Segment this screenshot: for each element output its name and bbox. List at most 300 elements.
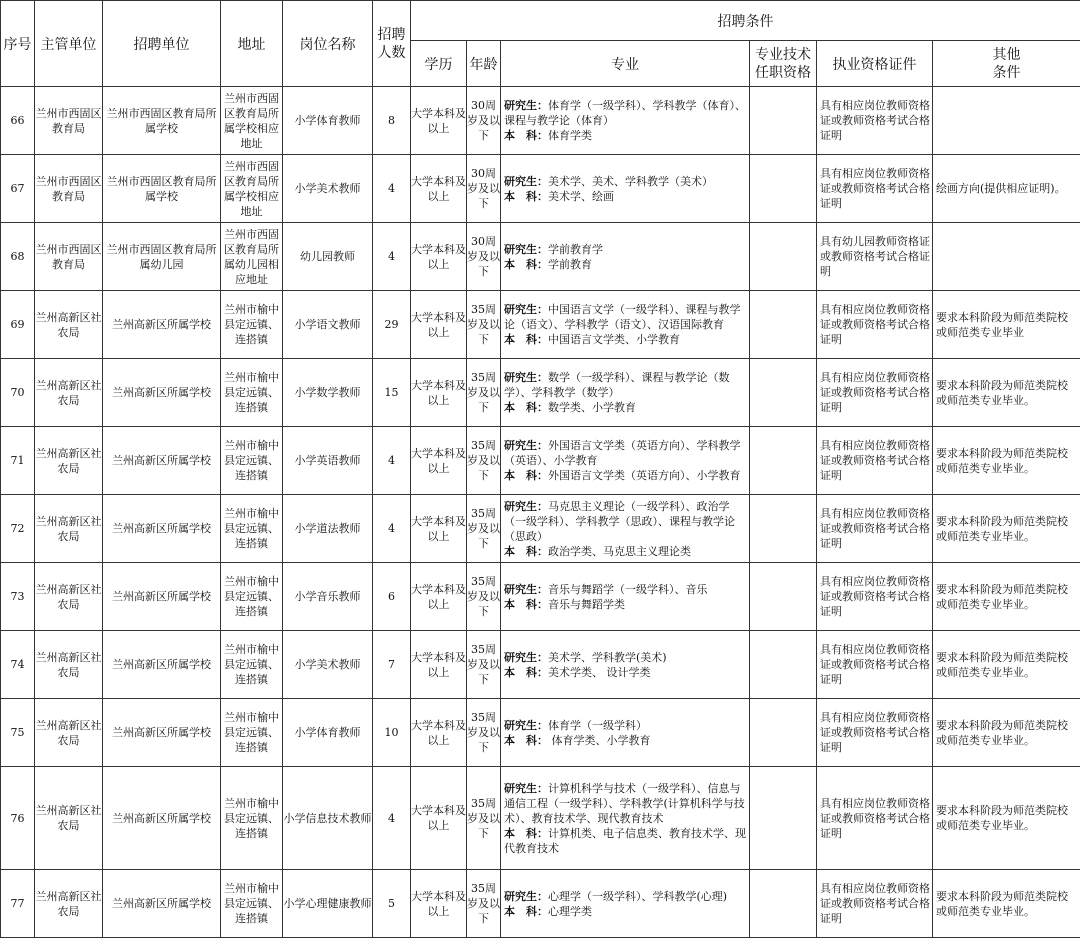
cell-edu-text: 大学本科及以上 <box>411 446 466 475</box>
cell-edu <box>411 631 467 699</box>
major-grad-label: 研究生： <box>504 371 548 384</box>
cell-post <box>283 359 373 427</box>
cell-other: 要求本科阶段为师范类院校或师范类专业毕业。 <box>933 427 1080 495</box>
major-ug-text: 数学类、小学教育 <box>548 401 636 414</box>
cell-unit-text: 兰州高新区所属学校 <box>112 454 211 467</box>
major-ug-text: 美术学类、 设计学类 <box>548 665 651 679</box>
table-body <box>1 87 1080 938</box>
cell-edu-text: 大学本科及以上 <box>411 106 466 135</box>
cell-unit <box>103 291 221 359</box>
cell-age-text: 35周岁及以下 <box>467 643 500 686</box>
header-conditions: 招聘条件 <box>411 1 1080 41</box>
cell-unit <box>103 563 221 631</box>
cell-dept <box>35 223 103 291</box>
cell-address-text: 兰州市榆中县定远镇、连搭镇 <box>224 796 279 840</box>
major-ug-label: 本 科： <box>504 665 548 679</box>
major-ug-label: 本 科： <box>504 544 548 558</box>
cell-edu-text: 大学本科及以上 <box>411 174 466 203</box>
cell-edu-text: 大学本科及以上 <box>411 718 466 747</box>
major-grad-text: 体育学（一级学科） <box>548 718 647 732</box>
cell-unit-text: 兰州市西固区教育局所属学校 <box>106 106 217 135</box>
cell-count: 29 <box>373 291 411 359</box>
cell-address-text: 兰州市西固区教育局所属学校相应地址 <box>224 159 279 218</box>
cell-seq: 70 <box>1 359 35 427</box>
cell-age-text: 35周岁及以下 <box>467 303 500 346</box>
major-ug-text: 体育学类 <box>548 129 592 142</box>
cell-age <box>467 870 501 938</box>
cell-age-text: 35周岁及以下 <box>467 796 500 840</box>
cell-count: 4 <box>373 767 411 870</box>
major-grad-label: 研究生： <box>504 718 548 732</box>
cell-title-qual <box>750 427 817 495</box>
cell-address <box>221 631 283 699</box>
cell-post <box>283 427 373 495</box>
cell-count: 10 <box>373 699 411 767</box>
cell-major <box>501 87 750 155</box>
cell-dept <box>35 495 103 563</box>
major-ug-text: 计算机类、电子信息类、教育技术学、现代教育技术 <box>504 826 746 855</box>
cell-edu-text: 大学本科及以上 <box>411 242 466 271</box>
cell-address-text: 兰州市榆中县定远镇、连搭镇 <box>224 643 279 686</box>
cell-major <box>501 495 750 563</box>
major-grad-line <box>504 242 747 257</box>
major-ug-label: 本 科： <box>504 401 548 414</box>
cell-post-text: 小学道法教师 <box>294 522 361 535</box>
major-ug-label: 本 科： <box>504 333 548 346</box>
cell-age-text: 30周岁及以下 <box>467 235 500 278</box>
cell-seq: 68 <box>1 223 35 291</box>
cell-cert: 具有相应岗位教师资格证或教师资格考试合格证明 <box>817 495 933 563</box>
cell-post <box>283 699 373 767</box>
cell-age <box>467 563 501 631</box>
cell-edu <box>411 699 467 767</box>
header-count: 招聘 人数 <box>373 1 411 87</box>
cell-unit <box>103 155 221 223</box>
cell-count: 7 <box>373 631 411 699</box>
cell-edu-text: 大学本科及以上 <box>411 650 466 679</box>
table-row <box>1 427 1080 495</box>
cell-age <box>467 631 501 699</box>
major-grad-label: 研究生： <box>504 499 548 513</box>
cell-address <box>221 291 283 359</box>
major-ug-line <box>504 544 747 559</box>
cell-post-text: 小学美术教师 <box>294 182 361 195</box>
cell-seq: 72 <box>1 495 35 563</box>
cell-edu <box>411 87 467 155</box>
cell-major <box>501 291 750 359</box>
table-row <box>1 870 1080 938</box>
cell-edu-text: 大学本科及以上 <box>411 378 466 407</box>
cell-other: 要求本科阶段为师范类院校或师范类专业毕业 <box>933 291 1080 359</box>
cell-seq: 67 <box>1 155 35 223</box>
cell-post-text: 小学体育教师 <box>294 114 361 127</box>
cell-count: 4 <box>373 223 411 291</box>
cell-unit-text: 兰州高新区所属学校 <box>112 522 211 535</box>
cell-address-text: 兰州市榆中县定远镇、连搭镇 <box>224 371 279 414</box>
cell-seq: 69 <box>1 291 35 359</box>
major-ug-line <box>504 904 747 919</box>
cell-address-text: 兰州市榆中县定远镇、连搭镇 <box>224 711 279 754</box>
cell-address <box>221 359 283 427</box>
cell-post-text: 幼儿园教师 <box>300 250 355 263</box>
cell-unit <box>103 87 221 155</box>
cell-post <box>283 563 373 631</box>
header-major: 专业 <box>501 41 750 87</box>
major-grad-text: 外国语言文学类（英语方向）、学科教学（英语）、小学教育 <box>504 439 741 467</box>
cell-address <box>221 870 283 938</box>
table-row <box>1 223 1080 291</box>
cell-title-qual <box>750 495 817 563</box>
cell-post-text: 小学心理健康教师 <box>283 897 372 910</box>
cell-other: 要求本科阶段为师范类院校或师范类专业毕业。 <box>933 359 1080 427</box>
cell-unit-text: 兰州高新区所属学校 <box>112 726 211 739</box>
major-grad-text: 学前教育学 <box>548 242 603 256</box>
major-grad-text: 体育学（一级学科）、学科教学（体育）、课程与教学论（体育） <box>504 99 746 127</box>
cell-dept <box>35 87 103 155</box>
cell-major <box>501 359 750 427</box>
cell-major <box>501 563 750 631</box>
table-row <box>1 87 1080 155</box>
major-grad-line <box>504 650 747 665</box>
major-ug-line <box>504 468 747 483</box>
cell-major <box>501 870 750 938</box>
cell-dept-text: 兰州高新区社农局 <box>35 446 102 475</box>
cell-dept-text: 兰州高新区社农局 <box>35 378 102 407</box>
cell-address-text: 兰州市榆中县定远镇、连搭镇 <box>224 882 279 925</box>
cell-seq: 77 <box>1 870 35 938</box>
major-grad-line <box>504 438 747 468</box>
cell-dept <box>35 631 103 699</box>
table-row <box>1 563 1080 631</box>
cell-major <box>501 155 750 223</box>
cell-dept <box>35 870 103 938</box>
table-row <box>1 495 1080 563</box>
major-ug-line <box>504 597 747 612</box>
cell-edu <box>411 359 467 427</box>
cell-dept <box>35 767 103 870</box>
cell-age-text: 35周岁及以下 <box>467 575 500 618</box>
header-edu: 学历 <box>411 41 467 87</box>
major-ug-line <box>504 257 747 272</box>
cell-title-qual <box>750 87 817 155</box>
major-grad-line <box>504 499 747 544</box>
cell-edu-text: 大学本科及以上 <box>411 514 466 543</box>
cell-title-qual <box>750 563 817 631</box>
cell-post <box>283 767 373 870</box>
major-grad-text: 中国语言文学（一级学科）、课程与教学论（语文）、学科教学（语文）、汉语国际教育 <box>504 303 741 331</box>
cell-age <box>467 699 501 767</box>
header-seq: 序号 <box>1 1 35 87</box>
cell-other: 要求本科阶段为师范类院校或师范类专业毕业。 <box>933 699 1080 767</box>
major-ug-line <box>504 826 747 856</box>
cell-count: 4 <box>373 427 411 495</box>
cell-address <box>221 563 283 631</box>
cell-seq: 74 <box>1 631 35 699</box>
cell-edu <box>411 563 467 631</box>
cell-unit-text: 兰州市西固区教育局所属幼儿园 <box>106 242 217 271</box>
cell-dept-text: 兰州高新区社农局 <box>35 582 102 611</box>
major-grad-label: 研究生： <box>504 781 548 795</box>
cell-age <box>467 427 501 495</box>
cell-other: 绘画方向(提供相应证明)。 <box>933 155 1080 223</box>
cell-cert: 具有相应岗位教师资格证或教师资格考试合格证明 <box>817 155 933 223</box>
cell-age-text: 35周岁及以下 <box>467 507 500 550</box>
header-age: 年龄 <box>467 41 501 87</box>
major-grad-label: 研究生： <box>504 650 548 664</box>
cell-title-qual <box>750 359 817 427</box>
cell-post <box>283 631 373 699</box>
cell-post-text: 小学美术教师 <box>294 658 361 671</box>
cell-count: 4 <box>373 495 411 563</box>
cell-dept-text: 兰州高新区社农局 <box>35 804 102 832</box>
cell-edu <box>411 767 467 870</box>
cell-dept-text: 兰州市西固区教育局 <box>35 242 102 271</box>
cell-unit-text: 兰州高新区所属学校 <box>112 318 211 331</box>
cell-post-text: 小学体育教师 <box>294 726 361 739</box>
major-ug-label: 本 科： <box>504 189 548 203</box>
cell-post-text: 小学音乐教师 <box>294 590 361 603</box>
cell-count: 6 <box>373 563 411 631</box>
cell-seq: 73 <box>1 563 35 631</box>
major-ug-line <box>504 189 747 204</box>
cell-dept-text: 兰州市西固区教育局 <box>35 174 102 203</box>
cell-address <box>221 223 283 291</box>
cell-age-text: 35周岁及以下 <box>467 882 500 925</box>
cell-cert: 具有相应岗位教师资格证或教师资格考试合格证明 <box>817 427 933 495</box>
cell-other: 要求本科阶段为师范类院校或师范类专业毕业。 <box>933 631 1080 699</box>
cell-unit <box>103 767 221 870</box>
cell-age <box>467 359 501 427</box>
major-ug-line <box>504 665 747 680</box>
major-grad-line <box>504 718 747 733</box>
major-grad-text: 数学（一级学科）、课程与教学论（数学）、学科教学（数学） <box>504 371 730 399</box>
cell-unit-text: 兰州高新区所属学校 <box>112 386 211 399</box>
major-ug-label: 本 科： <box>504 257 548 271</box>
cell-address-text: 兰州市西固区教育局所属学校相应地址 <box>224 91 279 150</box>
cell-address <box>221 87 283 155</box>
header-cert: 执业资格证件 <box>817 41 933 87</box>
cell-post <box>283 291 373 359</box>
major-grad-label: 研究生： <box>504 242 548 256</box>
cell-unit-text: 兰州高新区所属学校 <box>112 658 211 671</box>
cell-post <box>283 155 373 223</box>
cell-address-text: 兰州市榆中县定远镇、连搭镇 <box>224 575 279 618</box>
cell-dept-text: 兰州高新区社农局 <box>35 650 102 679</box>
table-row <box>1 155 1080 223</box>
cell-other: 要求本科阶段为师范类院校或师范类专业毕业。 <box>933 563 1080 631</box>
major-ug-text: 中国语言文学类、小学教育 <box>548 333 680 346</box>
cell-title-qual <box>750 631 817 699</box>
header-other: 其他 条件 <box>933 41 1080 87</box>
cell-cert: 具有相应岗位教师资格证或教师资格考试合格证明 <box>817 631 933 699</box>
major-grad-line <box>504 370 747 400</box>
cell-address-text: 兰州市榆中县定远镇、连搭镇 <box>224 303 279 346</box>
cell-age-text: 30周岁及以下 <box>467 167 500 210</box>
cell-age <box>467 155 501 223</box>
cell-post-text: 小学英语教师 <box>294 454 361 467</box>
header-post: 岗位名称 <box>283 1 373 87</box>
cell-other: 要求本科阶段为师范类院校或师范类专业毕业。 <box>933 767 1080 870</box>
major-grad-line <box>504 302 747 332</box>
cell-seq: 66 <box>1 87 35 155</box>
major-ug-label: 本 科： <box>504 129 548 142</box>
header-address: 地址 <box>221 1 283 87</box>
cell-age-text: 35周岁及以下 <box>467 371 500 414</box>
cell-post-text: 小学信息技术教师 <box>283 811 372 825</box>
cell-seq: 75 <box>1 699 35 767</box>
table-row <box>1 291 1080 359</box>
cell-cert: 具有相应岗位教师资格证或教师资格考试合格证明 <box>817 699 933 767</box>
cell-major <box>501 631 750 699</box>
major-ug-label: 本 科： <box>504 904 548 918</box>
cell-unit <box>103 495 221 563</box>
cell-title-qual <box>750 291 817 359</box>
cell-cert: 具有相应岗位教师资格证或教师资格考试合格证明 <box>817 767 933 870</box>
cell-count: 8 <box>373 87 411 155</box>
major-grad-text: 美术学、美术、学科教学（美术） <box>548 174 713 188</box>
major-ug-label: 本 科： <box>504 826 548 840</box>
cell-unit <box>103 223 221 291</box>
cell-edu-text: 大学本科及以上 <box>411 804 466 832</box>
cell-edu <box>411 495 467 563</box>
major-grad-label: 研究生： <box>504 582 548 596</box>
major-grad-line <box>504 174 747 189</box>
cell-cert: 具有相应岗位教师资格证或教师资格考试合格证明 <box>817 563 933 631</box>
major-grad-label: 研究生： <box>504 439 548 452</box>
cell-major <box>501 223 750 291</box>
cell-edu-text: 大学本科及以上 <box>411 889 466 918</box>
cell-title-qual <box>750 155 817 223</box>
cell-cert: 具有相应岗位教师资格证或教师资格考试合格证明 <box>817 291 933 359</box>
cell-address-text: 兰州市西固区教育局所属幼儿园相应地址 <box>224 227 279 286</box>
cell-major <box>501 427 750 495</box>
cell-post <box>283 495 373 563</box>
cell-post <box>283 870 373 938</box>
cell-post <box>283 87 373 155</box>
cell-other <box>933 87 1080 155</box>
cell-cert: 具有相应岗位教师资格证或教师资格考试合格证明 <box>817 870 933 938</box>
cell-address-text: 兰州市榆中县定远镇、连搭镇 <box>224 507 279 550</box>
cell-unit <box>103 699 221 767</box>
header-dept: 主管单位 <box>35 1 103 87</box>
cell-edu <box>411 223 467 291</box>
cell-age-text: 30周岁及以下 <box>467 99 500 142</box>
cell-age-text: 35周岁及以下 <box>467 711 500 754</box>
cell-dept <box>35 291 103 359</box>
cell-dept <box>35 563 103 631</box>
cell-seq: 76 <box>1 767 35 870</box>
cell-other: 要求本科阶段为师范类院校或师范类专业毕业。 <box>933 495 1080 563</box>
cell-dept <box>35 699 103 767</box>
cell-edu-text: 大学本科及以上 <box>411 310 466 339</box>
table-row <box>1 631 1080 699</box>
cell-address <box>221 155 283 223</box>
cell-age-text: 35周岁及以下 <box>467 439 500 482</box>
cell-age <box>467 495 501 563</box>
cell-unit <box>103 631 221 699</box>
cell-title-qual <box>750 870 817 938</box>
cell-address <box>221 699 283 767</box>
major-grad-line <box>504 781 747 826</box>
major-ug-line <box>504 332 747 347</box>
cell-unit <box>103 427 221 495</box>
major-ug-text: 体育学类、小学教育 <box>548 733 651 747</box>
cell-age <box>467 223 501 291</box>
cell-unit <box>103 359 221 427</box>
major-ug-text: 学前教育 <box>548 257 592 271</box>
major-grad-label: 研究生： <box>504 303 548 316</box>
cell-address-text: 兰州市榆中县定远镇、连搭镇 <box>224 439 279 482</box>
major-ug-text: 政治学类、马克思主义理论类 <box>548 544 691 558</box>
cell-post-text: 小学语文教师 <box>294 318 361 331</box>
cell-title-qual <box>750 699 817 767</box>
table-row <box>1 359 1080 427</box>
major-grad-label: 研究生： <box>504 174 548 188</box>
major-grad-label: 研究生： <box>504 99 548 112</box>
cell-other <box>933 223 1080 291</box>
major-ug-text: 美术学、绘画 <box>548 189 614 203</box>
major-ug-text: 外国语言文学类（英语方向）、小学教育 <box>548 469 741 482</box>
cell-age <box>467 291 501 359</box>
major-grad-line <box>504 98 747 128</box>
major-grad-label: 研究生： <box>504 889 548 903</box>
cell-age <box>467 767 501 870</box>
major-ug-text: 心理学类 <box>548 904 592 918</box>
major-grad-text: 马克思主义理论（一级学科）、政治学（一级学科）、学科教学（思政）、课程与教学论（思政） <box>504 499 735 543</box>
cell-dept-text: 兰州高新区社农局 <box>35 310 102 339</box>
cell-dept-text: 兰州高新区社农局 <box>35 889 102 918</box>
cell-address <box>221 427 283 495</box>
cell-seq: 71 <box>1 427 35 495</box>
cell-major <box>501 767 750 870</box>
header-title-qual: 专业技术 任职资格 <box>750 41 817 87</box>
cell-title-qual <box>750 223 817 291</box>
cell-dept <box>35 155 103 223</box>
cell-post-text: 小学数学教师 <box>294 386 361 399</box>
cell-dept-text: 兰州市西固区教育局 <box>35 106 102 135</box>
cell-unit-text: 兰州高新区所属学校 <box>112 811 211 825</box>
cell-dept <box>35 427 103 495</box>
cell-edu <box>411 291 467 359</box>
table-header <box>1 1 1080 87</box>
cell-count: 15 <box>373 359 411 427</box>
cell-title-qual <box>750 767 817 870</box>
cell-age <box>467 87 501 155</box>
cell-major <box>501 699 750 767</box>
cell-dept <box>35 359 103 427</box>
cell-address <box>221 495 283 563</box>
cell-address <box>221 767 283 870</box>
cell-cert: 具有幼儿园教师资格证或教师资格考试合格证明 <box>817 223 933 291</box>
cell-dept-text: 兰州高新区社农局 <box>35 514 102 543</box>
major-grad-line <box>504 889 747 904</box>
cell-edu <box>411 427 467 495</box>
cell-dept-text: 兰州高新区社农局 <box>35 718 102 747</box>
major-grad-text: 计算机科学与技术（一级学科）、信息与通信工程（一级学科）、学科教学(计算机科学与技术）、教育技术学、现代教育技术 <box>504 781 745 825</box>
major-ug-label: 本 科： <box>504 597 548 611</box>
major-ug-text: 音乐与舞蹈学类 <box>548 597 625 611</box>
cell-edu <box>411 870 467 938</box>
major-grad-text: 美术学、学科教学(美术) <box>548 650 667 664</box>
cell-unit <box>103 870 221 938</box>
major-ug-line <box>504 733 747 748</box>
major-grad-text: 音乐与舞蹈学（一级学科）、音乐 <box>548 582 708 596</box>
cell-edu <box>411 155 467 223</box>
cell-cert: 具有相应岗位教师资格证或教师资格考试合格证明 <box>817 87 933 155</box>
cell-unit-text: 兰州高新区所属学校 <box>112 897 211 910</box>
major-grad-text: 心理学（一级学科）、学科教学(心理) <box>548 889 728 903</box>
cell-edu-text: 大学本科及以上 <box>411 582 466 611</box>
